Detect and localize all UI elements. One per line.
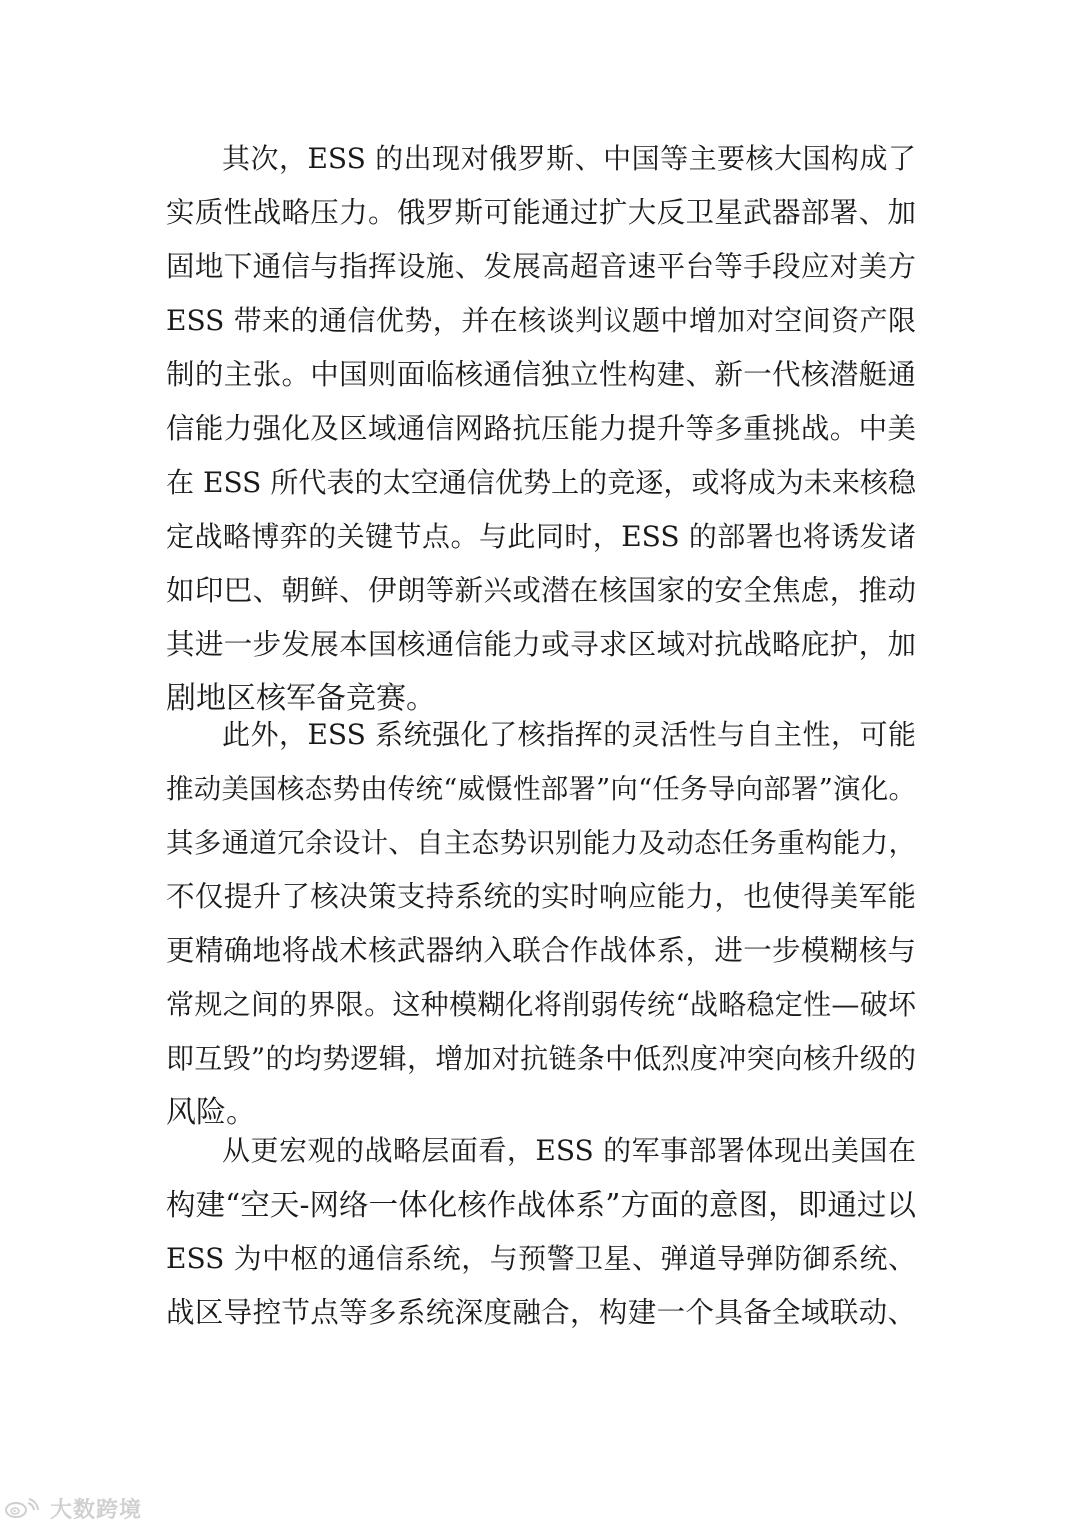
paragraph-line: 实质性战略压力。俄罗斯可能通过扩大反卫星武器部署、加 bbox=[166, 196, 916, 229]
paragraph-line: 制的主张。中国则面临核通信独立性构建、新一代核潜艇通 bbox=[166, 358, 916, 391]
paragraph-line: ESS 为中枢的通信系统，与预警卫星、弹道导弹防御系统、 bbox=[166, 1242, 916, 1275]
paragraph-line: 战区导控节点等多系统深度融合，构建一个具备全域联动、 bbox=[166, 1296, 916, 1329]
paragraph-line: 此外，ESS 系统强化了核指挥的灵活性与自主性，可能 bbox=[222, 718, 916, 751]
paragraph-line: 其次，ESS 的出现对俄罗斯、中国等主要核大国构成了 bbox=[222, 142, 916, 175]
paragraph-1 bbox=[166, 132, 916, 726]
paragraph-line: 其进一步发展本国核通信能力或寻求区域对抗战略庇护，加 bbox=[166, 628, 916, 661]
watermark-text: 大数跨境 bbox=[50, 1497, 143, 1523]
paragraph-line: 更精确地将战术核武器纳入联合作战体系，进一步模糊核与 bbox=[166, 934, 916, 967]
paragraph-line: 其多通道冗余设计、自主态势识别能力及动态任务重构能力， bbox=[166, 827, 916, 859]
paragraph-line: 常规之间的界限。这种模糊化将削弱传统“战略稳定性—破坏 bbox=[166, 988, 916, 1021]
paragraph-line: 剧地区核军备竞赛。 bbox=[166, 681, 436, 716]
paragraph-line: 定战略博弈的关键节点。与此同时，ESS 的部署也将诱发诸 bbox=[166, 520, 916, 553]
paragraph-line: 风险。 bbox=[166, 1095, 256, 1130]
paragraph-line: 从更宏观的战略层面看，ESS 的军事部署体现出美国在 bbox=[222, 1134, 916, 1167]
paragraph-line: 构建“空天-网络一体化核作战体系”方面的意图，即通过以 bbox=[166, 1188, 916, 1222]
paragraph-line: 推动美国核态势由传统“威慑性部署”向“任务导向部署”演化。 bbox=[166, 773, 916, 805]
weibo-logo-icon bbox=[4, 1497, 44, 1519]
paragraph-line: 即互毁”的均势逻辑，增加对抗链条中低烈度冲突向核升级的 bbox=[166, 1042, 916, 1075]
paragraph-line: ESS 带来的通信优势，并在核谈判议题中增加对空间资产限 bbox=[166, 304, 916, 337]
paragraph-line: 固地下通信与指挥设施、发展高超音速平台等手段应对美方 bbox=[166, 250, 916, 283]
paragraph-line: 信能力强化及区域通信网路抗压能力提升等多重挑战。中美 bbox=[166, 412, 916, 445]
paragraph-3 bbox=[166, 1124, 916, 1340]
paragraph-line: 在 ESS 所代表的太空通信优势上的竞逐，或将成为未来核稳 bbox=[166, 466, 916, 499]
paragraph-line: 不仅提升了核决策支持系统的实时响应能力，也使得美军能 bbox=[166, 880, 916, 913]
paragraph-line: 如印巴、朝鲜、伊朗等新兴或潜在核国家的安全焦虑，推动 bbox=[166, 574, 916, 607]
watermark bbox=[4, 1494, 142, 1522]
paragraph-2 bbox=[166, 708, 916, 1140]
